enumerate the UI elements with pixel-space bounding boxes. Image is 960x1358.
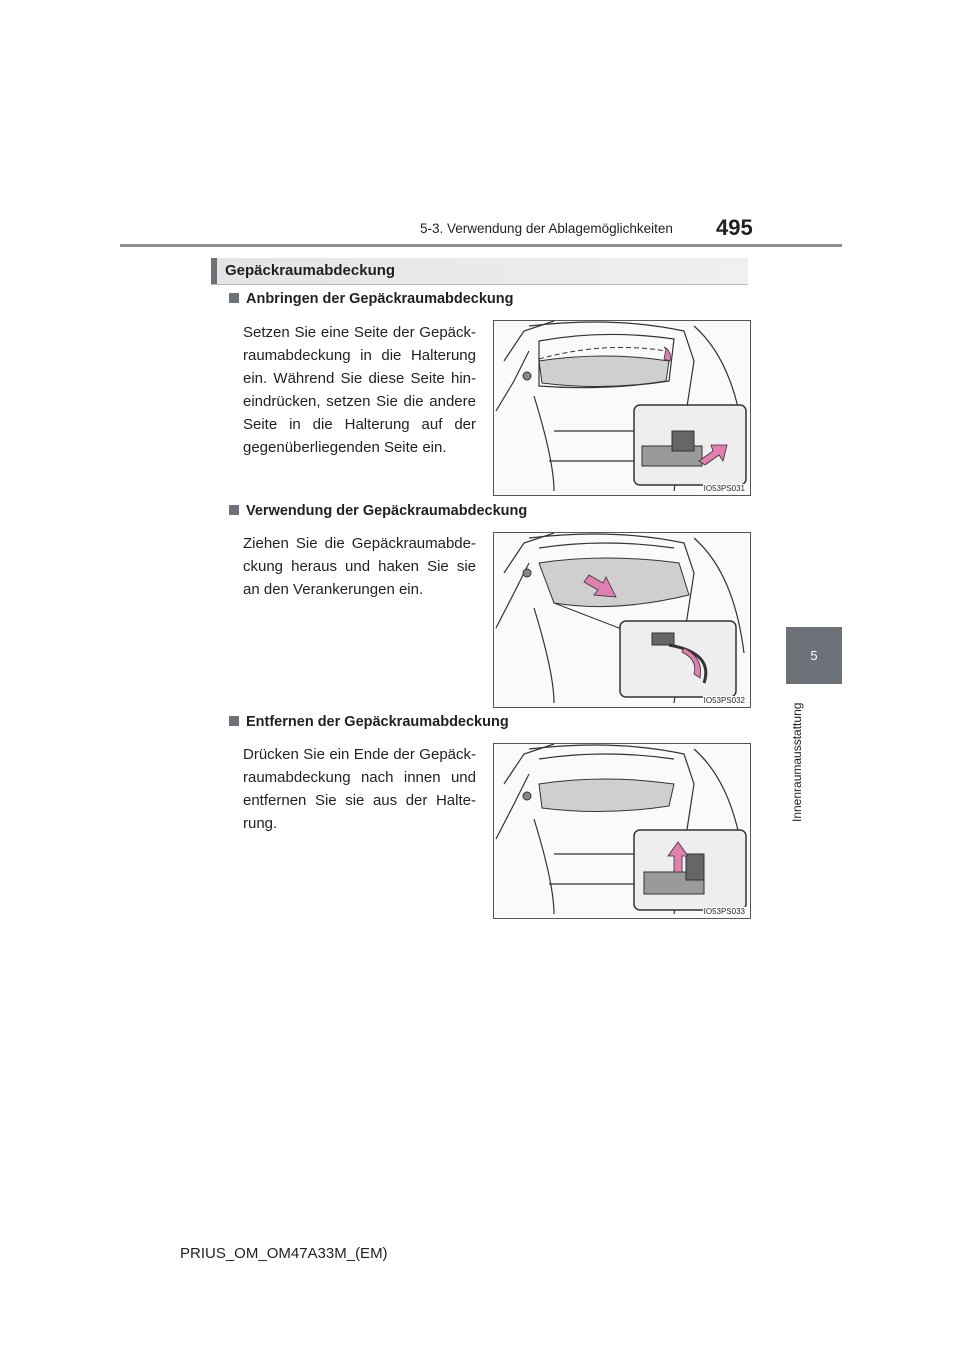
subsection-heading-text: Entfernen der Gepäckraumabdeckung	[246, 714, 509, 730]
square-bullet-icon	[229, 716, 239, 726]
square-bullet-icon	[229, 293, 239, 303]
subsection-body-1: Setzen Sie eine Seite der Gepäckraumabdeckung in die Halterung ein. Während Sie diese Seite hineindrücken, setzen Sie die andere Seite in die Halterung auf der gegenüberliegenden Seite ein.	[243, 324, 476, 456]
running-header-section: 5-3. Verwendung der Ablagemöglichkeiten	[420, 221, 673, 236]
figure-remove-cover	[493, 743, 751, 919]
figure-use-cover	[493, 532, 751, 708]
chapter-tab-label-text: Innenraumausstattung	[790, 702, 804, 822]
section-title-bar	[211, 258, 748, 285]
subsection-body-3: Drücken Sie ein Ende der Gepäckraumabdeckung nach innen und entfernen Sie sie aus der Halterung.	[243, 746, 476, 832]
document-footer-code: PRIUS_OM_OM47A33M_(EM)	[180, 1245, 388, 1262]
subsection-heading-text: Anbringen der Gepäckraumabdeckung	[246, 291, 514, 307]
square-bullet-icon	[229, 505, 239, 515]
figure-code: IO53PS033	[703, 907, 745, 916]
figure-code: IO53PS032	[703, 696, 745, 705]
chapter-tab-number: 5	[786, 627, 842, 684]
subsection-heading-3	[229, 714, 509, 730]
subsection-body-2: Ziehen Sie die Gepäckraumabdeckung heraus und haken Sie sie an den Verankerungen ein.	[243, 535, 476, 598]
figure-remove-cover-illustration	[494, 744, 750, 918]
subsection-heading-1	[229, 291, 514, 307]
figure-code: IO53PS031	[703, 484, 745, 493]
chapter-tab-label	[788, 690, 804, 830]
subsection-heading-text: Verwendung der Gepäckraumabdeckung	[246, 503, 528, 519]
subsection-heading-2	[229, 503, 527, 519]
section-title-marker	[211, 258, 217, 284]
header-rule	[120, 244, 842, 247]
figure-install-cover-illustration	[494, 321, 750, 495]
figure-install-cover	[493, 320, 751, 496]
figure-use-cover-illustration	[494, 533, 750, 707]
section-title: Gepäckraumabdeckung	[225, 262, 396, 279]
page-number: 495	[716, 215, 753, 240]
